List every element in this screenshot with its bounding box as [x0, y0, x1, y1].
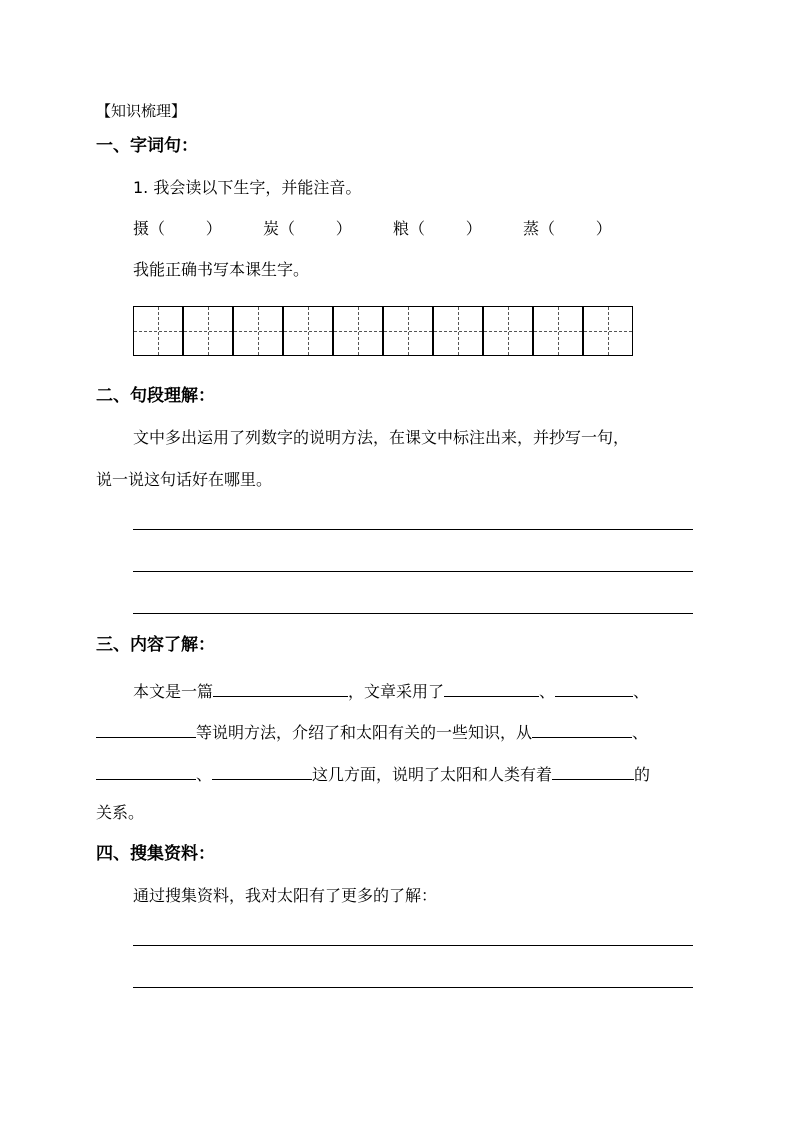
- grid-guide-horizontal: [584, 331, 632, 332]
- pinyin-blank-3[interactable]: （ ）: [409, 219, 482, 238]
- fill-blank[interactable]: [212, 763, 312, 780]
- pinyin-blank-1[interactable]: （ ）: [149, 219, 222, 238]
- fill-line-1: [133, 680, 649, 700]
- grid-guide-horizontal: [384, 331, 432, 332]
- writing-grid-cell[interactable]: [283, 306, 333, 356]
- fill-text: 这几方面，说明了太阳和人类有着: [312, 765, 553, 784]
- fill-blank[interactable]: [96, 763, 196, 780]
- grid-guide-horizontal: [334, 331, 382, 332]
- answer-line[interactable]: [133, 945, 693, 946]
- fill-text: 等说明方法，介绍了和太阳有关的一些知识，从: [196, 723, 533, 742]
- grid-guide-horizontal: [134, 331, 182, 332]
- writing-grid-cell[interactable]: [333, 306, 383, 356]
- char-2: 炭: [263, 219, 280, 238]
- grid-guide-horizontal: [434, 331, 482, 332]
- grid-guide-horizontal: [534, 331, 582, 332]
- section-4-prompt: 通过搜集资料，我对太阳有了更多的了解：: [133, 886, 438, 905]
- char-4: 蒸: [523, 219, 540, 238]
- fill-text: 、: [539, 682, 556, 701]
- grid-guide-horizontal: [184, 331, 232, 332]
- section-4-title: 四、搜集资料：: [96, 844, 215, 864]
- answer-line[interactable]: [133, 529, 693, 530]
- char-item-4: [523, 221, 612, 237]
- writing-grid-cell[interactable]: [533, 306, 583, 356]
- fill-text: 的: [634, 765, 651, 784]
- fill-blank[interactable]: [96, 721, 196, 738]
- grid-guide-horizontal: [284, 331, 332, 332]
- fill-blank[interactable]: [555, 680, 633, 697]
- answer-line[interactable]: [133, 987, 693, 988]
- fill-blank[interactable]: [552, 763, 634, 780]
- fill-text: 、: [196, 765, 213, 784]
- pinyin-blank-2[interactable]: （ ）: [279, 219, 352, 238]
- fill-text: ，文章采用了: [348, 682, 445, 701]
- fill-line-2: [96, 721, 648, 741]
- section-2-prompt-line1: 文中多出运用了列数字的说明方法，在课文中标注出来，并抄写一句，: [133, 428, 630, 447]
- q1-text: 1. 我会读以下生字，并能注音。: [133, 178, 362, 197]
- section-2-prompt-line2: 说一说这句话好在哪里。: [96, 470, 273, 489]
- section-header: 【知识梳理】: [96, 102, 187, 120]
- grid-guide-horizontal: [484, 331, 532, 332]
- section-1-title: 一、字词句：: [96, 136, 198, 156]
- char-item-1: [133, 221, 222, 237]
- section-2-title: 二、句段理解：: [96, 386, 215, 406]
- fill-line-3: [96, 763, 650, 783]
- writing-grid-cell[interactable]: [133, 306, 183, 356]
- answer-line[interactable]: [133, 571, 693, 572]
- section-3-title: 三、内容了解：: [96, 635, 215, 655]
- fill-text: 本文是一篇: [133, 682, 214, 701]
- fill-line-4: 关系。: [96, 803, 145, 822]
- fill-blank[interactable]: [532, 721, 632, 738]
- fill-blank[interactable]: [444, 680, 539, 697]
- char-item-3: [393, 221, 482, 237]
- char-item-2: [263, 221, 352, 237]
- writing-grid-cell[interactable]: [383, 306, 433, 356]
- writing-grid-cell[interactable]: [433, 306, 483, 356]
- writing-grid-cell[interactable]: [183, 306, 233, 356]
- writing-grid-cell[interactable]: [583, 306, 633, 356]
- writing-grid[interactable]: [133, 306, 636, 357]
- fill-text: 、: [633, 682, 650, 701]
- char-3: 粮: [393, 219, 410, 238]
- pinyin-blank-4[interactable]: （ ）: [539, 219, 612, 238]
- fill-text: 、: [632, 723, 649, 742]
- grid-guide-horizontal: [234, 331, 282, 332]
- char-1: 摄: [133, 219, 150, 238]
- writing-grid-cell[interactable]: [483, 306, 533, 356]
- answer-line[interactable]: [133, 613, 693, 614]
- writing-grid-cell[interactable]: [233, 306, 283, 356]
- fill-blank[interactable]: [213, 680, 348, 697]
- q2-text: 我能正确书写本课生字。: [133, 260, 310, 279]
